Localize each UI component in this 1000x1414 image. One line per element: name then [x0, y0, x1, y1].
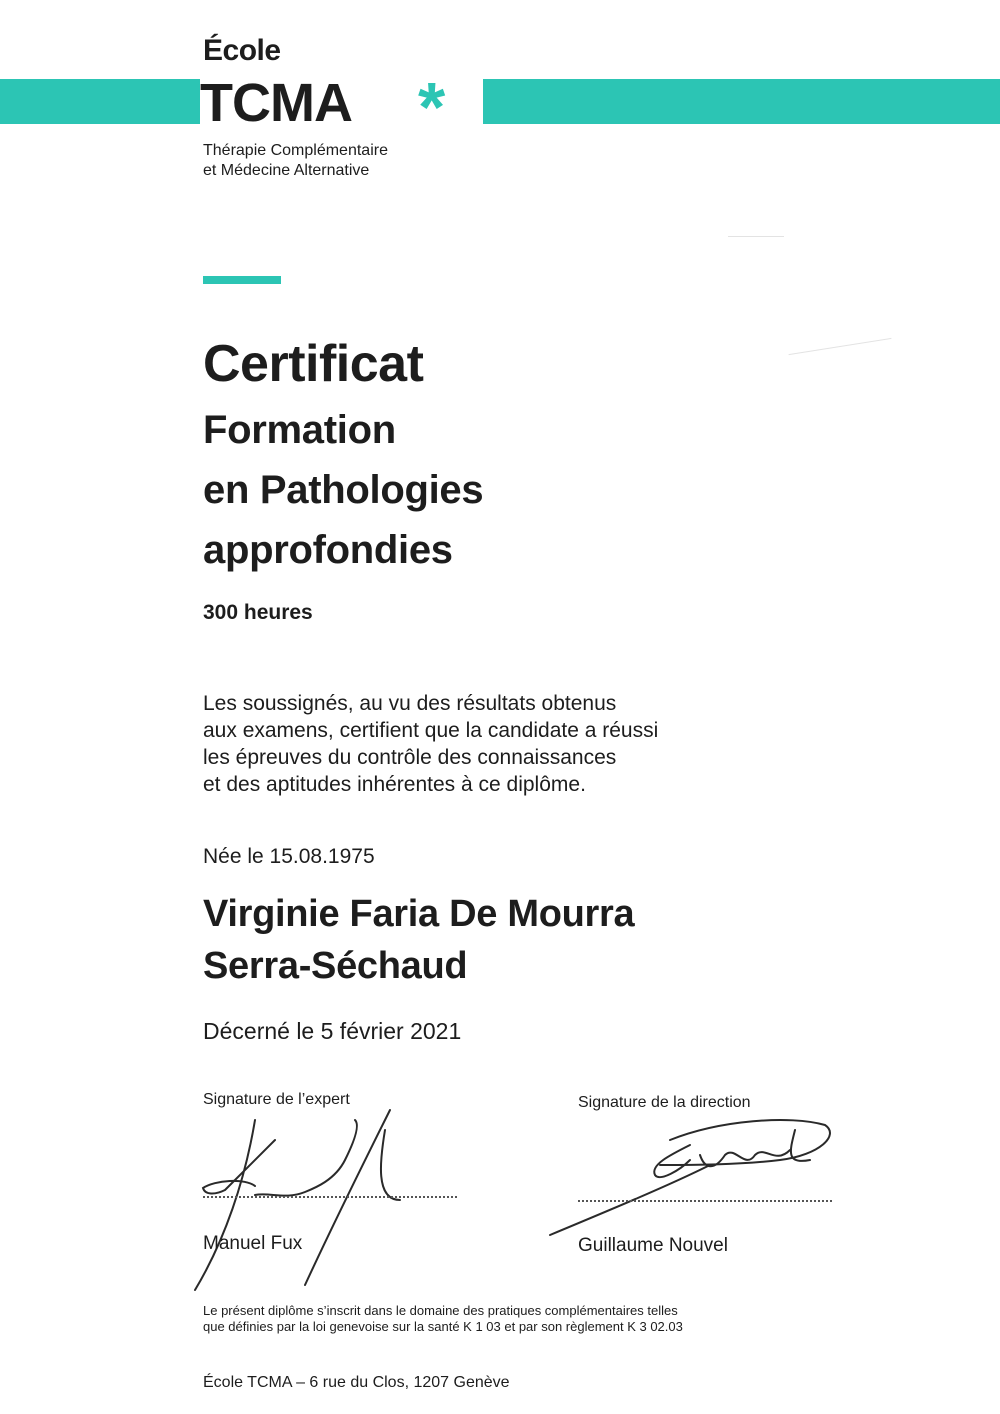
expert-signature-line: [203, 1196, 457, 1198]
course-hours: 300 heures: [203, 601, 313, 624]
direction-signature-label: Signature de la direction: [578, 1094, 751, 1111]
school-address: École TCMA – 6 rue du Clos, 1207 Genève: [203, 1374, 510, 1391]
expert-signature-label: Signature de l’expert: [203, 1091, 350, 1108]
certificate-subtitle-line: Formation: [203, 408, 396, 452]
recipient-name: [203, 888, 634, 992]
asterisk-icon: *: [418, 68, 446, 146]
school-subtitle-line: et Médecine Alternative: [203, 162, 370, 179]
header-band-right: [483, 79, 1000, 124]
certificate-subtitle-line: en Pathologies: [203, 468, 484, 512]
certificate-subtitle-line: approfondies: [203, 528, 453, 572]
school-subtitle: [203, 141, 388, 181]
legal-line: que définies par la loi genevoise sur la santé K 1 03 et par son règlement K 3 02.03: [203, 1319, 683, 1334]
certification-statement: [203, 690, 803, 798]
birth-date: Née le 15.08.1975: [203, 845, 375, 868]
recipient-name-line: Serra-Séchaud: [203, 945, 468, 987]
expert-signature-image: [185, 1100, 465, 1300]
school-subtitle-line: Thérapie Complémentaire: [203, 142, 388, 159]
director-name: Guillaume Nouvel: [578, 1235, 728, 1256]
scan-mark: [789, 338, 892, 355]
scan-mark: [728, 236, 784, 237]
statement-line: Les soussignés, au vu des résultats obtenus: [203, 692, 617, 715]
accent-dash: [203, 276, 281, 284]
award-date: Décerné le 5 février 2021: [203, 1018, 462, 1044]
school-prefix: École: [203, 34, 281, 67]
legal-line: Le présent diplôme s’inscrit dans le domaine des pratiques complémentaires telles: [203, 1303, 678, 1318]
header-band-left: [0, 79, 200, 124]
certificate-title: Certificat: [203, 335, 424, 393]
statement-line: et des aptitudes inhérentes à ce diplôme.: [203, 773, 586, 796]
statement-line: aux examens, certifient que la candidate a réussi: [203, 719, 659, 742]
certificate-subtitle: [203, 400, 483, 580]
expert-name: Manuel Fux: [203, 1233, 303, 1254]
statement-line: les épreuves du contrôle des connaissances: [203, 746, 617, 769]
school-name: TCMA: [200, 73, 352, 133]
direction-signature-line: [578, 1200, 832, 1202]
recipient-name-line: Virginie Faria De Mourra: [203, 893, 635, 935]
legal-notice: [203, 1303, 823, 1335]
